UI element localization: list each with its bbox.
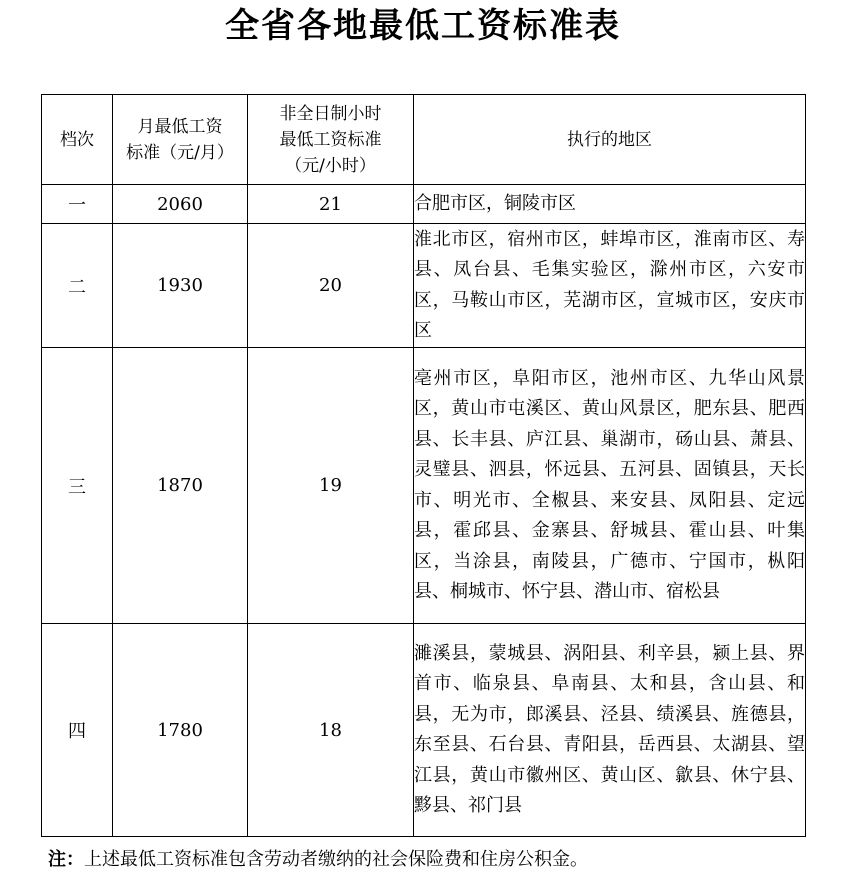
hourly-wage-cell: 19: [248, 348, 414, 624]
hourly-wage-cell: 20: [248, 224, 414, 348]
header-hourly-line2: 最低工资标准: [279, 129, 382, 150]
monthly-wage-cell: 1780: [113, 624, 248, 837]
header-hourly-line3: （元/小时）: [285, 155, 376, 176]
header-hourly-line1: 非全日制小时: [279, 103, 382, 124]
monthly-wage-cell: 1870: [113, 348, 248, 624]
table-row: [42, 624, 806, 837]
table-header-row: [42, 95, 806, 185]
table-row: [42, 185, 806, 224]
grade-cell: 一: [42, 185, 113, 224]
footnote-text: 上述最低工资标准包含劳动者缴纳的社会保险费和住房公积金。: [84, 849, 588, 870]
hourly-wage-cell: 21: [248, 185, 414, 224]
table-row: [42, 348, 806, 624]
regions-cell: 亳州市区，阜阳市区，池州市区、九华山风景区，黄山市屯溪区、黄山风景区，肥东县、肥西县、长丰县、庐江县、巢湖市，砀山县、萧县、灵璧县、泗县，怀远县、五河县、固镇县，天长市、明光市、全椒县、来安县、凤阳县、定远县，霍邱县、金寨县、舒城县、霍山县、叶集区，当涂县，南陵县，广德市、宁国市，枞阳县、桐城市、怀宁县、潜山市、宿松县: [414, 348, 806, 624]
monthly-wage-cell: 1930: [113, 224, 248, 348]
grade-cell: 三: [42, 348, 113, 624]
page-title: 全省各地最低工资标准表: [225, 6, 621, 46]
header-monthly-line2: 标准（元/月）: [126, 142, 234, 163]
header-regions: 执行的地区: [414, 95, 806, 185]
hourly-wage-cell: 18: [248, 624, 414, 837]
footnote: [48, 846, 588, 874]
header-monthly: [113, 95, 248, 185]
header-hourly: [248, 95, 414, 185]
footnote-label: 注：: [48, 849, 84, 870]
header-grade: 档次: [42, 95, 113, 185]
monthly-wage-cell: 2060: [113, 185, 248, 224]
grade-cell: 二: [42, 224, 113, 348]
regions-cell: 濉溪县，蒙城县、涡阳县、利辛县，颍上县、界首市、临泉县、阜南县、太和县，含山县、和县，无为市，郎溪县、泾县、绩溪县、旌德县，东至县、石台县、青阳县，岳西县、太湖县、望江县，黄山市徽州区、黄山区、歙县、休宁县、黟县、祁门县: [414, 624, 806, 837]
header-monthly-line1: 月最低工资: [137, 116, 223, 137]
grade-cell: 四: [42, 624, 113, 837]
table-row: [42, 224, 806, 348]
regions-cell: 合肥市区，铜陵市区: [414, 185, 806, 224]
regions-cell: 淮北市区，宿州市区，蚌埠市区，淮南市区、寿县、凤台县、毛集实验区，滁州市区，六安市区，马鞍山市区，芜湖市区，宣城市区，安庆市区: [414, 224, 806, 348]
wage-table: [41, 94, 806, 837]
